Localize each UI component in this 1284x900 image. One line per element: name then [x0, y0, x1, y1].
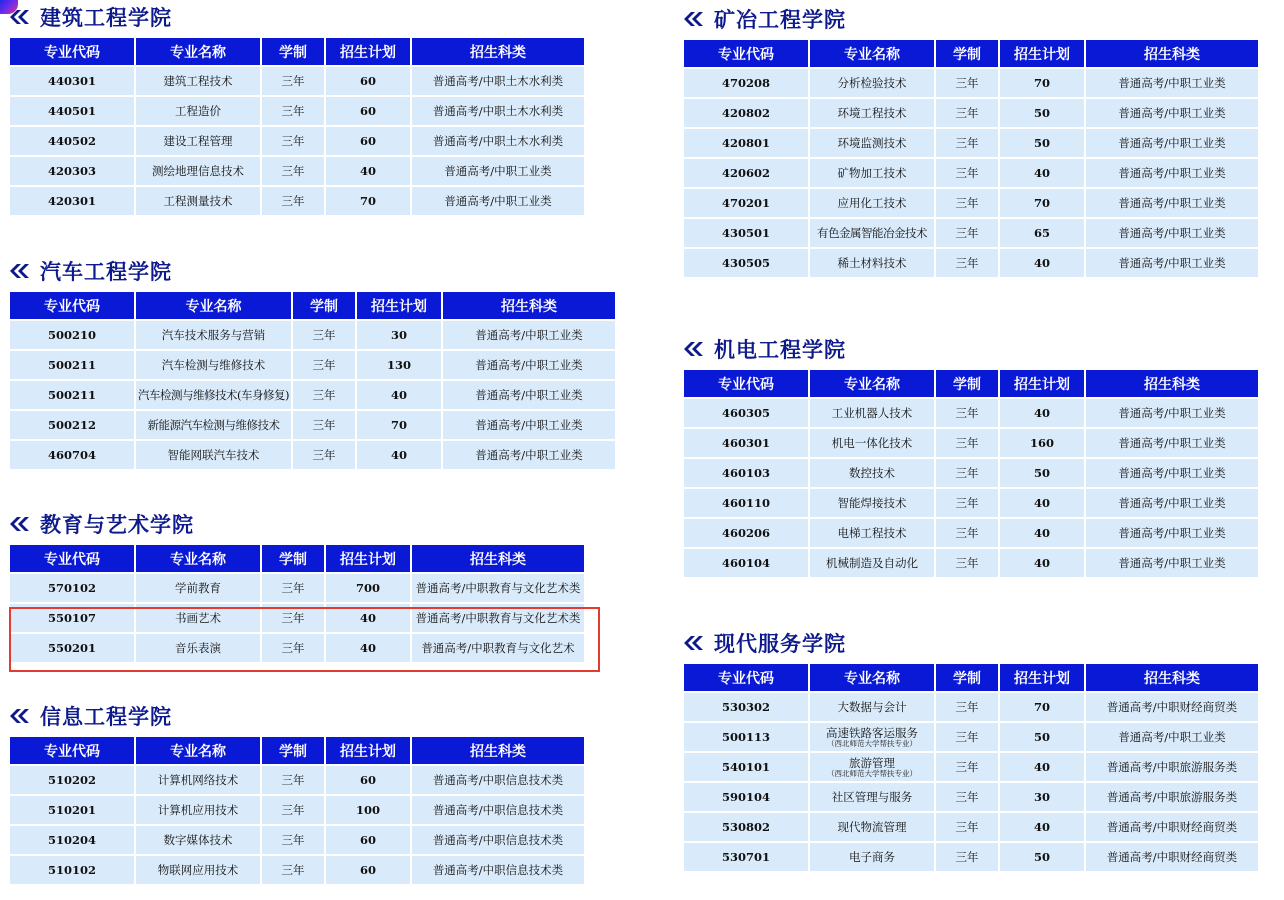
section-title: 信息工程学院	[40, 704, 172, 729]
section-heading	[682, 4, 1260, 34]
major-name-cell: 应用化工技术	[810, 189, 934, 217]
major-name-note: （西北师范大学帮扶专业）	[827, 768, 917, 778]
enrollment-plan-cell: 60	[326, 67, 410, 95]
table-row	[684, 723, 1258, 751]
admission-category-cell: 普通高考/中职工业类	[412, 157, 584, 185]
major-name-cell: 数字媒体技术	[136, 826, 260, 854]
enrollment-plan-cell: 40	[357, 381, 441, 409]
table-row	[684, 549, 1258, 577]
table-row	[684, 489, 1258, 517]
major-code-cell: 550107	[10, 604, 134, 632]
admission-category-cell: 普通高考/中职工业类	[1086, 69, 1258, 97]
major-name-cell: 汽车技术服务与营销	[136, 321, 291, 349]
duration-cell: 三年	[936, 399, 998, 427]
major-code-cell: 530701	[684, 843, 808, 871]
header-major-code: 专业代码	[10, 292, 134, 319]
enrollment-plan-cell: 700	[326, 574, 410, 602]
major-name-cell: 工业机器人技术	[810, 399, 934, 427]
section-title: 教育与艺术学院	[40, 512, 194, 537]
table-header-row	[684, 370, 1258, 397]
major-code-cell: 460305	[684, 399, 808, 427]
enrollment-plan-cell: 100	[326, 796, 410, 824]
major-name-cell: 学前教育	[136, 574, 260, 602]
major-name-cell: 社区管理与服务	[810, 783, 934, 811]
admission-category-cell: 普通高考/中职工业类	[1086, 159, 1258, 187]
table-row	[684, 69, 1258, 97]
major-code-cell: 460103	[684, 459, 808, 487]
duration-cell: 三年	[936, 549, 998, 577]
section-heading	[682, 628, 1260, 658]
duration-cell: 三年	[262, 856, 324, 884]
major-code-cell: 540101	[684, 753, 808, 781]
duration-cell: 三年	[936, 459, 998, 487]
enrollment-plan-cell: 50	[1000, 129, 1084, 157]
admission-category-cell: 普通高考/中职工业类	[1086, 459, 1258, 487]
major-code-cell: 470208	[684, 69, 808, 97]
admission-category-cell: 普通高考/中职工业类	[1086, 519, 1258, 547]
duration-cell: 三年	[936, 783, 998, 811]
enrollment-plan-cell: 70	[357, 411, 441, 439]
enrollment-plan-cell: 70	[1000, 189, 1084, 217]
header-duration: 学制	[293, 292, 355, 319]
major-name-cell: 电子商务	[810, 843, 934, 871]
major-code-cell: 470201	[684, 189, 808, 217]
enrollment-plan-cell: 40	[357, 441, 441, 469]
enrollment-plan-cell: 50	[1000, 99, 1084, 127]
admission-category-cell: 普通高考/中职财经商贸类	[1086, 843, 1258, 871]
admission-category-cell: 普通高考/中职土木水利类	[412, 127, 584, 155]
header-admission-category: 招生科类	[1086, 370, 1258, 397]
major-name-cell: 工程造价	[136, 97, 260, 125]
major-name-cell: 计算机网络技术	[136, 766, 260, 794]
major-name-cell	[810, 723, 934, 751]
table-header-row	[10, 545, 584, 572]
section-xiandai	[682, 628, 1260, 873]
header-major-code: 专业代码	[684, 40, 808, 67]
table-row	[684, 459, 1258, 487]
major-code-cell: 510202	[10, 766, 134, 794]
header-major-name: 专业名称	[136, 545, 260, 572]
admission-category-cell: 普通高考/中职工业类	[1086, 99, 1258, 127]
major-code-cell: 440501	[10, 97, 134, 125]
duration-cell: 三年	[293, 321, 355, 349]
chevron-double-right-icon	[682, 338, 706, 360]
majors-table	[682, 662, 1260, 873]
duration-cell: 三年	[936, 99, 998, 127]
header-admission-category: 招生科类	[412, 737, 584, 764]
duration-cell: 三年	[936, 249, 998, 277]
duration-cell: 三年	[936, 693, 998, 721]
enrollment-plan-cell: 50	[1000, 459, 1084, 487]
enrollment-plan-cell: 40	[326, 157, 410, 185]
enrollment-plan-cell: 40	[326, 604, 410, 632]
major-name-cell: 计算机应用技术	[136, 796, 260, 824]
admission-category-cell: 普通高考/中职信息技术类	[412, 796, 584, 824]
duration-cell: 三年	[262, 157, 324, 185]
major-name-cell: 建筑工程技术	[136, 67, 260, 95]
duration-cell: 三年	[936, 753, 998, 781]
admission-category-cell: 普通高考/中职教育与文化艺术类	[412, 574, 584, 602]
table-row	[684, 429, 1258, 457]
major-name-cell: 工程测量技术	[136, 187, 260, 215]
header-duration: 学制	[262, 737, 324, 764]
major-name-cell: 智能网联汽车技术	[136, 441, 291, 469]
duration-cell: 三年	[936, 69, 998, 97]
enrollment-plan-cell: 50	[1000, 843, 1084, 871]
major-code-cell: 500212	[10, 411, 134, 439]
section-qiche	[8, 256, 617, 471]
admission-category-cell: 普通高考/中职工业类	[443, 441, 615, 469]
major-name-note: （西北师范大学帮扶专业）	[827, 738, 917, 748]
major-name-cell: 书画艺术	[136, 604, 260, 632]
admission-category-cell: 普通高考/中职工业类	[1086, 549, 1258, 577]
major-name-cell: 音乐表演	[136, 634, 260, 662]
major-code-cell: 460110	[684, 489, 808, 517]
section-jianzhu	[8, 2, 586, 217]
table-header-row	[10, 38, 584, 65]
header-enrollment-plan: 招生计划	[326, 38, 410, 65]
major-name-cell: 机械制造及自动化	[810, 549, 934, 577]
header-enrollment-plan: 招生计划	[1000, 40, 1084, 67]
section-xinxi	[8, 701, 586, 886]
admission-category-cell: 普通高考/中职旅游服务类	[1086, 753, 1258, 781]
table-row	[10, 321, 615, 349]
major-code-cell: 420602	[684, 159, 808, 187]
enrollment-plan-cell: 60	[326, 826, 410, 854]
admission-category-cell: 普通高考/中职工业类	[443, 381, 615, 409]
admission-category-cell: 普通高考/中职工业类	[443, 321, 615, 349]
major-name-cell: 汽车检测与维修技术(车身修复)	[136, 381, 291, 409]
major-name-text: 旅游管理	[849, 755, 895, 770]
section-kuangye	[682, 4, 1260, 279]
header-enrollment-plan: 招生计划	[357, 292, 441, 319]
section-heading	[682, 334, 1260, 364]
section-jidian	[682, 334, 1260, 579]
admission-category-cell: 普通高考/中职工业类	[1086, 723, 1258, 751]
table-row	[10, 766, 584, 794]
duration-cell: 三年	[262, 187, 324, 215]
duration-cell: 三年	[936, 519, 998, 547]
header-duration: 学制	[936, 664, 998, 691]
major-name-cell: 现代物流管理	[810, 813, 934, 841]
header-major-name: 专业名称	[810, 664, 934, 691]
duration-cell: 三年	[262, 127, 324, 155]
table-row	[684, 249, 1258, 277]
major-name-cell: 有色金属智能冶金技术	[810, 219, 934, 247]
header-major-name: 专业名称	[136, 38, 260, 65]
major-code-cell: 510201	[10, 796, 134, 824]
major-code-cell: 510204	[10, 826, 134, 854]
header-major-name: 专业名称	[810, 40, 934, 67]
table-row	[684, 189, 1258, 217]
header-admission-category: 招生科类	[443, 292, 615, 319]
majors-table	[682, 38, 1260, 279]
majors-table	[682, 368, 1260, 579]
table-row	[10, 411, 615, 439]
enrollment-plan-cell: 130	[357, 351, 441, 379]
table-header-row	[684, 40, 1258, 67]
section-jiaoyu	[8, 509, 586, 664]
admission-category-cell: 普通高考/中职旅游服务类	[1086, 783, 1258, 811]
major-name-cell: 智能焊接技术	[810, 489, 934, 517]
major-code-cell: 510102	[10, 856, 134, 884]
major-code-cell: 500210	[10, 321, 134, 349]
major-name-cell: 大数据与会计	[810, 693, 934, 721]
table-row	[10, 351, 615, 379]
major-code-cell: 420301	[10, 187, 134, 215]
header-admission-category: 招生科类	[1086, 40, 1258, 67]
major-name-cell: 环境工程技术	[810, 99, 934, 127]
table-row	[10, 187, 584, 215]
table-row	[10, 157, 584, 185]
header-duration: 学制	[262, 545, 324, 572]
header-major-name: 专业名称	[136, 292, 291, 319]
header-admission-category: 招生科类	[412, 545, 584, 572]
enrollment-plan-cell: 40	[1000, 159, 1084, 187]
header-duration: 学制	[936, 40, 998, 67]
chevron-double-right-icon	[682, 8, 706, 30]
duration-cell: 三年	[262, 574, 324, 602]
table-row	[10, 574, 584, 602]
major-code-cell: 460301	[684, 429, 808, 457]
duration-cell: 三年	[262, 67, 324, 95]
header-major-code: 专业代码	[10, 545, 134, 572]
major-code-cell: 420303	[10, 157, 134, 185]
header-admission-category: 招生科类	[412, 38, 584, 65]
enrollment-plan-cell: 70	[1000, 693, 1084, 721]
table-header-row	[10, 737, 584, 764]
duration-cell: 三年	[936, 429, 998, 457]
major-code-cell: 460206	[684, 519, 808, 547]
major-code-cell: 500211	[10, 351, 134, 379]
duration-cell: 三年	[293, 411, 355, 439]
major-name-cell	[810, 753, 934, 781]
enrollment-plan-cell: 160	[1000, 429, 1084, 457]
section-title: 汽车工程学院	[40, 259, 172, 284]
duration-cell: 三年	[262, 604, 324, 632]
major-code-cell: 570102	[10, 574, 134, 602]
table-row	[684, 783, 1258, 811]
majors-table	[8, 543, 586, 664]
major-name-cell: 电梯工程技术	[810, 519, 934, 547]
header-enrollment-plan: 招生计划	[1000, 664, 1084, 691]
major-code-cell: 420802	[684, 99, 808, 127]
enrollment-plan-cell: 40	[1000, 489, 1084, 517]
table-row	[684, 753, 1258, 781]
table-row	[10, 97, 584, 125]
chevron-double-right-icon	[8, 513, 32, 535]
duration-cell: 三年	[262, 796, 324, 824]
table-row	[684, 399, 1258, 427]
duration-cell: 三年	[936, 219, 998, 247]
major-name-cell: 数控技术	[810, 459, 934, 487]
header-major-code: 专业代码	[684, 664, 808, 691]
duration-cell: 三年	[936, 723, 998, 751]
major-name-cell: 矿物加工技术	[810, 159, 934, 187]
table-row	[10, 441, 615, 469]
major-code-cell: 460104	[684, 549, 808, 577]
major-name-text: 高速铁路客运服务	[826, 725, 918, 740]
duration-cell: 三年	[293, 441, 355, 469]
enrollment-plan-cell: 40	[1000, 519, 1084, 547]
enrollment-plan-cell: 70	[1000, 69, 1084, 97]
section-heading	[8, 701, 586, 731]
admission-category-cell: 普通高考/中职土木水利类	[412, 97, 584, 125]
duration-cell: 三年	[936, 189, 998, 217]
table-row	[684, 99, 1258, 127]
header-major-name: 专业名称	[136, 737, 260, 764]
section-title: 现代服务学院	[714, 631, 846, 656]
table-row	[10, 634, 584, 662]
major-code-cell: 530802	[684, 813, 808, 841]
majors-table	[8, 36, 586, 217]
duration-cell: 三年	[293, 351, 355, 379]
admission-category-cell: 普通高考/中职工业类	[1086, 189, 1258, 217]
table-row	[684, 159, 1258, 187]
table-row	[10, 381, 615, 409]
table-row	[684, 519, 1258, 547]
table-row	[10, 856, 584, 884]
table-row	[10, 67, 584, 95]
major-code-cell: 500113	[684, 723, 808, 751]
enrollment-plan-cell: 40	[1000, 813, 1084, 841]
table-row	[10, 796, 584, 824]
chevron-double-right-icon	[682, 632, 706, 654]
header-duration: 学制	[262, 38, 324, 65]
header-major-code: 专业代码	[10, 737, 134, 764]
admission-category-cell: 普通高考/中职信息技术类	[412, 826, 584, 854]
major-code-cell: 440502	[10, 127, 134, 155]
table-row	[10, 604, 584, 632]
major-name-cell: 稀土材料技术	[810, 249, 934, 277]
enrollment-plan-cell: 65	[1000, 219, 1084, 247]
major-name-cell: 汽车检测与维修技术	[136, 351, 291, 379]
enrollment-plan-cell: 30	[1000, 783, 1084, 811]
major-code-cell: 440301	[10, 67, 134, 95]
major-name-cell: 物联网应用技术	[136, 856, 260, 884]
header-major-name: 专业名称	[810, 370, 934, 397]
section-heading	[8, 256, 617, 286]
duration-cell: 三年	[262, 826, 324, 854]
table-row	[684, 813, 1258, 841]
major-name-cell: 分析检验技术	[810, 69, 934, 97]
admission-category-cell: 普通高考/中职工业类	[1086, 429, 1258, 457]
admission-category-cell: 普通高考/中职信息技术类	[412, 766, 584, 794]
admission-category-cell: 普通高考/中职工业类	[1086, 399, 1258, 427]
major-code-cell: 550201	[10, 634, 134, 662]
enrollment-plan-cell: 40	[326, 634, 410, 662]
admission-category-cell: 普通高考/中职工业类	[1086, 489, 1258, 517]
header-enrollment-plan: 招生计划	[326, 545, 410, 572]
admission-category-cell: 普通高考/中职财经商贸类	[1086, 813, 1258, 841]
duration-cell: 三年	[936, 813, 998, 841]
major-name-cell: 机电一体化技术	[810, 429, 934, 457]
admission-category-cell: 普通高考/中职工业类	[443, 411, 615, 439]
major-code-cell: 590104	[684, 783, 808, 811]
major-code-cell: 430505	[684, 249, 808, 277]
admission-category-cell: 普通高考/中职土木水利类	[412, 67, 584, 95]
section-title: 矿冶工程学院	[714, 7, 846, 32]
major-code-cell: 430501	[684, 219, 808, 247]
duration-cell: 三年	[936, 489, 998, 517]
admission-category-cell: 普通高考/中职财经商贸类	[1086, 693, 1258, 721]
header-major-code: 专业代码	[684, 370, 808, 397]
duration-cell: 三年	[262, 97, 324, 125]
table-header-row	[10, 292, 615, 319]
table-row	[10, 127, 584, 155]
duration-cell: 三年	[293, 381, 355, 409]
major-name-cell: 建设工程管理	[136, 127, 260, 155]
enrollment-plan-cell: 40	[1000, 399, 1084, 427]
chevron-double-right-icon	[8, 6, 32, 28]
enrollment-plan-cell: 40	[1000, 549, 1084, 577]
header-enrollment-plan: 招生计划	[326, 737, 410, 764]
header-enrollment-plan: 招生计划	[1000, 370, 1084, 397]
enrollment-plan-cell: 50	[1000, 723, 1084, 751]
admission-category-cell: 普通高考/中职工业类	[443, 351, 615, 379]
major-name-cell: 新能源汽车检测与维修技术	[136, 411, 291, 439]
enrollment-plan-cell: 40	[1000, 249, 1084, 277]
major-name-cell: 环境监测技术	[810, 129, 934, 157]
admission-category-cell: 普通高考/中职信息技术类	[412, 856, 584, 884]
table-header-row	[684, 664, 1258, 691]
table-row	[684, 693, 1258, 721]
majors-table	[8, 290, 617, 471]
major-code-cell: 500211	[10, 381, 134, 409]
major-code-cell: 530302	[684, 693, 808, 721]
table-row	[684, 129, 1258, 157]
header-major-code: 专业代码	[10, 38, 134, 65]
section-title: 机电工程学院	[714, 337, 846, 362]
enrollment-plan-cell: 30	[357, 321, 441, 349]
duration-cell: 三年	[262, 634, 324, 662]
enrollment-plan-cell: 40	[1000, 753, 1084, 781]
section-heading	[8, 509, 586, 539]
major-code-cell: 420801	[684, 129, 808, 157]
majors-table	[8, 735, 586, 886]
duration-cell: 三年	[936, 129, 998, 157]
admission-category-cell: 普通高考/中职工业类	[1086, 129, 1258, 157]
enrollment-plan-cell: 60	[326, 856, 410, 884]
major-name-cell: 测绘地理信息技术	[136, 157, 260, 185]
admission-category-cell: 普通高考/中职教育与文化艺术类	[412, 604, 584, 632]
table-row	[684, 843, 1258, 871]
duration-cell: 三年	[936, 159, 998, 187]
header-admission-category: 招生科类	[1086, 664, 1258, 691]
section-heading	[8, 2, 586, 32]
duration-cell: 三年	[936, 843, 998, 871]
enrollment-plan-cell: 70	[326, 187, 410, 215]
enrollment-plan-cell: 60	[326, 127, 410, 155]
admission-category-cell: 普通高考/中职工业类	[412, 187, 584, 215]
chevron-double-right-icon	[8, 260, 32, 282]
chevron-double-right-icon	[8, 705, 32, 727]
enrollment-plan-cell: 60	[326, 766, 410, 794]
admission-category-cell: 普通高考/中职工业类	[1086, 219, 1258, 247]
major-code-cell: 460704	[10, 441, 134, 469]
admission-category-cell: 普通高考/中职教育与文化艺术	[412, 634, 584, 662]
duration-cell: 三年	[262, 766, 324, 794]
admission-category-cell: 普通高考/中职工业类	[1086, 249, 1258, 277]
table-row	[684, 219, 1258, 247]
header-duration: 学制	[936, 370, 998, 397]
enrollment-plan-cell: 60	[326, 97, 410, 125]
table-row	[10, 826, 584, 854]
section-title: 建筑工程学院	[40, 5, 172, 30]
